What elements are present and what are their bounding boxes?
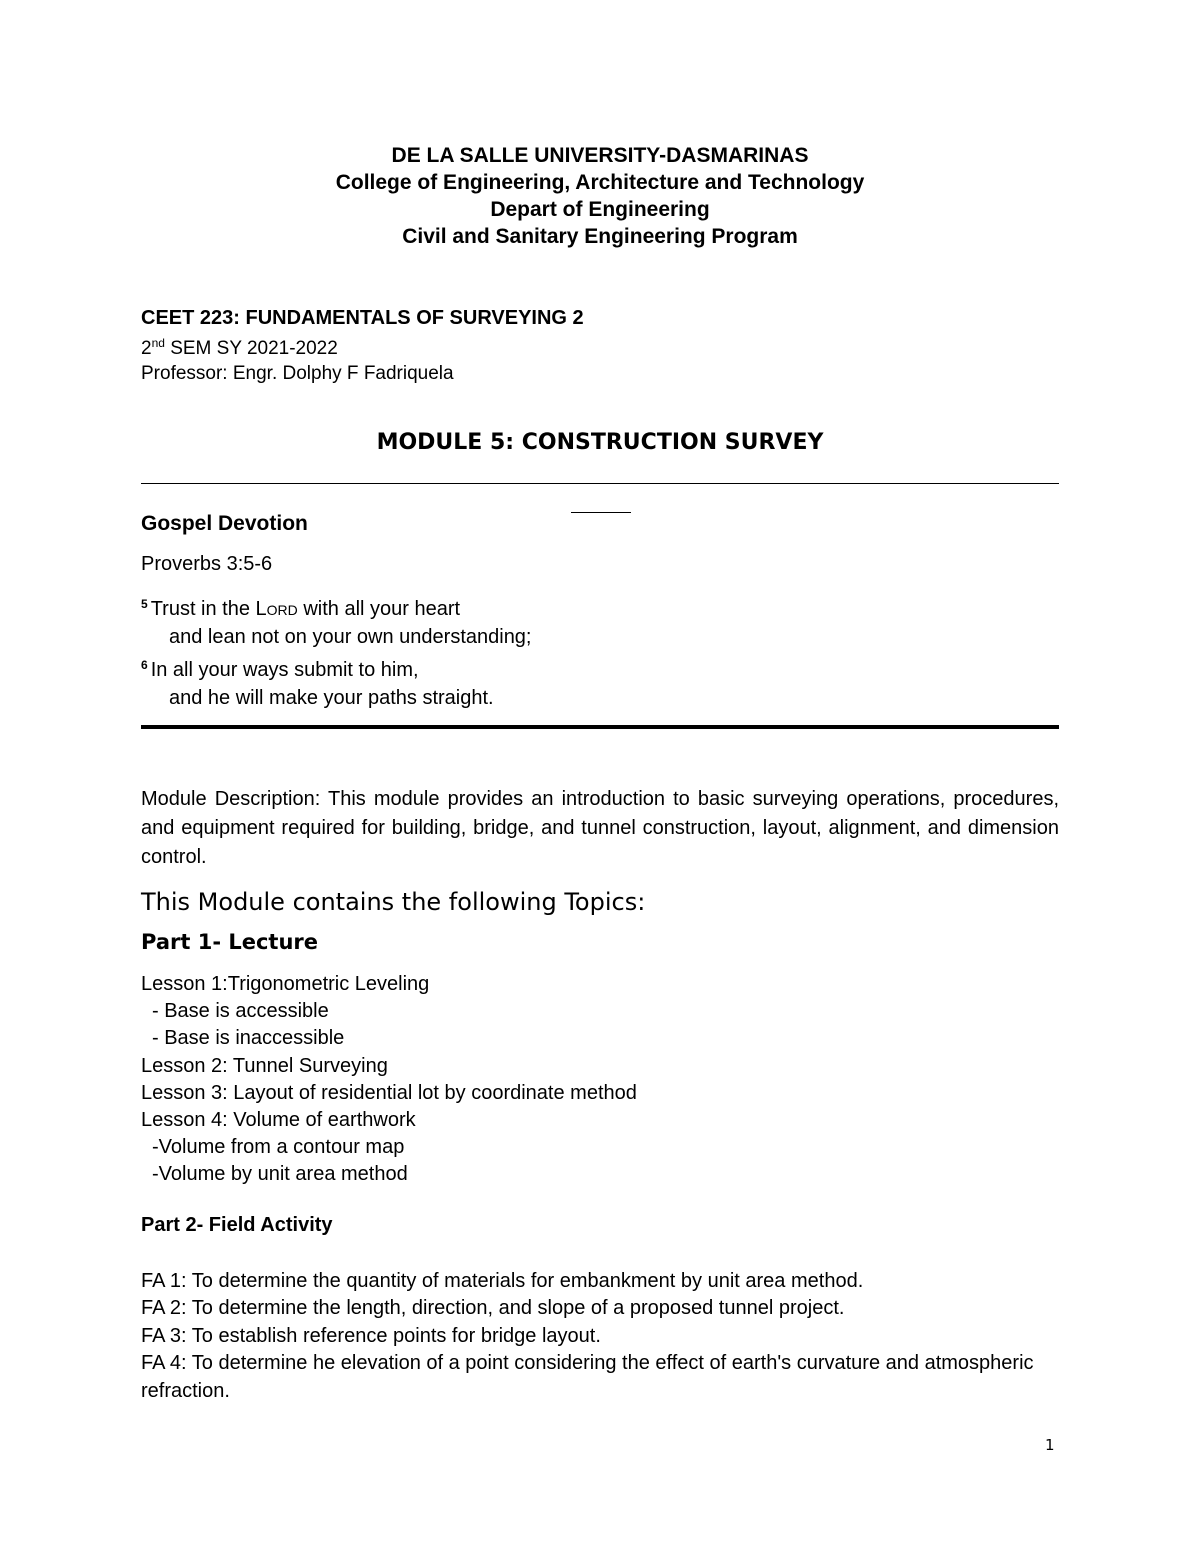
program-name: Civil and Sanitary Engineering Program [402,225,798,248]
devotion-title: Gospel Devotion [141,512,308,535]
course-info [141,306,584,386]
verse-6-line-1 [141,651,532,684]
verse-text-smallcaps: ord [266,598,298,620]
semester-suffix: nd [151,336,165,350]
thick-divider-line [141,725,1059,729]
college-name: College of Engineering, Architecture and Technology [335,171,865,194]
list-item: Lesson 2: Tunnel Surveying [141,1054,388,1077]
list-item: -Volume from a contour map [152,1136,405,1159]
department-name: Depart of Engineering [490,198,710,221]
topics-heading: This Module contains the following Topics: [141,888,646,916]
divider-line [141,483,1059,484]
part1-heading: Part 1- Lecture [141,930,319,954]
semester-line [141,331,584,361]
verse-number: 6 [141,658,148,672]
list-item: Lesson 3: Layout of residential lot by coordinate method [141,1081,637,1104]
list-item: - Base is accessible [152,1000,329,1023]
verse-6-line-2: and he will make your paths straight. [169,687,494,709]
list-item: Lesson 1:Trigonometric Leveling [141,973,430,995]
list-item: FA 3: To establish reference points for bridge layout. [141,1324,601,1347]
short-divider-line [571,512,631,513]
list-item: - Base is inaccessible [152,1027,345,1050]
list-item: FA 4: To determine he elevation of a point considering the effect of earth's curvature and atmospheric refraction. [141,1352,1034,1402]
lesson-list [141,971,637,1189]
list-item: FA 2: To determine the length, direction, and slope of a proposed tunnel project. [141,1297,845,1320]
course-title: CEET 223: FUNDAMENTALS OF SURVEYING 2 [141,307,584,329]
module-title: MODULE 5: CONSTRUCTION SURVEY [376,430,824,455]
module-description: Module Description: This module provides an introduction to basic surveying operations, procedures, and equipment required for building, bridge, and tunnel construction, layout, alignment, and dimension control. [141,788,1059,868]
verse-reference: Proverbs 3:5-6 [141,553,273,575]
verse-5-line-1 [141,590,532,623]
page-number: 1 [1045,1436,1055,1454]
professor-line: Professor: Engr. Dolphy F Fadriquela [141,363,454,384]
list-item: -Volume by unit area method [152,1163,408,1186]
verse-number: 5 [141,597,148,611]
verse-text: In all your ways submit to him, [150,659,419,681]
verse-text: with all your heart [297,598,461,620]
document-header [0,142,1200,250]
list-item: Lesson 4: Volume of earthwork [141,1109,416,1132]
part2-heading: Part 2- Field Activity [141,1214,333,1236]
field-activity-list [141,1268,1059,1405]
verse-5-line-2: and lean not on your own understanding; [169,626,532,648]
devotion-verses [141,590,532,712]
semester-text: SEM SY 2021-2022 [164,338,338,359]
list-item: FA 1: To determine the quantity of materials for embankment by unit area method. [141,1270,864,1292]
verse-text: Trust in the L [150,598,267,620]
semester-number: 2 [141,338,152,359]
university-name: DE LA SALLE UNIVERSITY-DASMARINAS [391,144,809,167]
